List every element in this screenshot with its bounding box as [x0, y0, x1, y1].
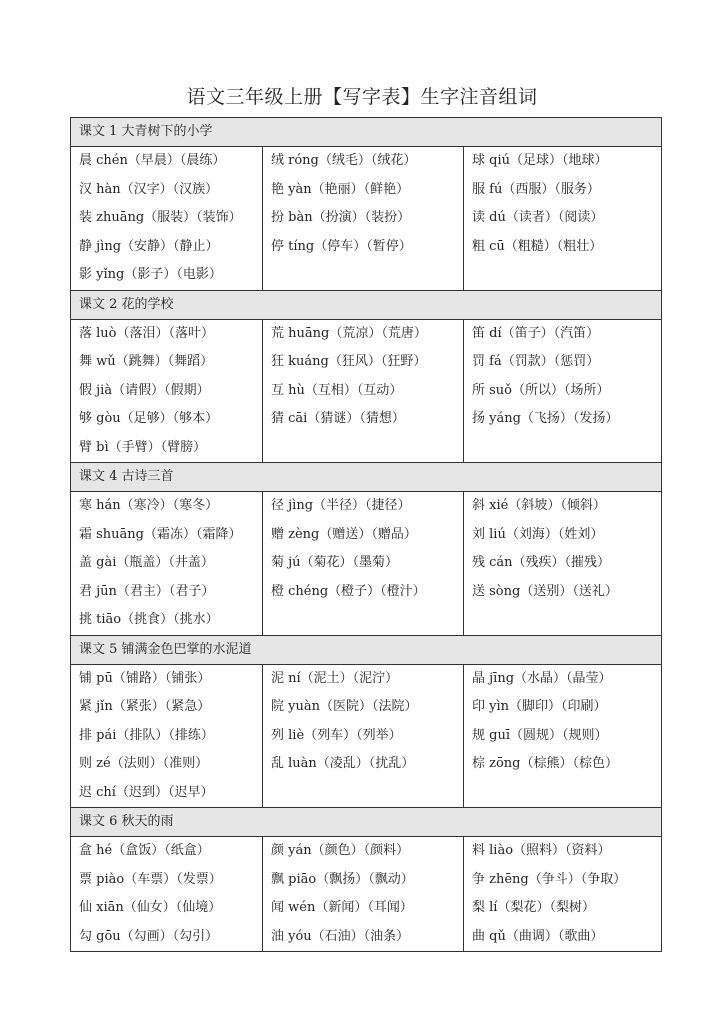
character-entry: 球 qiú（足球）（地球）: [472, 153, 608, 168]
word-column: [464, 319, 662, 463]
character-entry: 刘 liú（刘海）（姓刘）: [472, 526, 604, 542]
word-column: [71, 664, 263, 808]
section-header-row: [71, 463, 662, 492]
character-entry: 印 yìn（脚印）（印刷）: [472, 699, 607, 714]
character-entry: 径 jìng（半径）（捷径）: [271, 498, 411, 513]
character-entry: 紧 jǐn（紧张）（紧急）: [79, 699, 211, 714]
character-entry: 送 sòng（送别）（送礼）: [472, 583, 618, 599]
word-column: [71, 837, 263, 952]
word-column: [464, 837, 662, 952]
character-entry: 装 zhuāng（服装）（装饰）: [79, 210, 242, 225]
word-column: [263, 147, 464, 291]
section-content-row: [71, 492, 662, 636]
section-header-row: [71, 290, 662, 319]
character-entry: 落 luò（落泪）（落叶）: [79, 325, 214, 341]
word-column: [263, 492, 464, 636]
character-entry: 斜 xié（斜坡）（倾斜）: [472, 498, 606, 513]
section-heading: 课文 2 花的学校: [71, 290, 662, 319]
character-entry: 残 cán（残疾）（摧残）: [472, 555, 611, 570]
section-header-row: [71, 635, 662, 664]
character-entry: 君 jūn（君主）（君子）: [79, 583, 215, 599]
character-entry: 曲 qǔ（曲调）（歌曲）: [472, 928, 604, 944]
section-content-row: [71, 319, 662, 463]
character-entry: 汉 hàn（汉字）（汉族）: [79, 181, 219, 197]
character-entry: 盒 hé（盒饭）（纸盒）: [79, 843, 210, 858]
section-header-row: [71, 808, 662, 837]
character-entry: 列 liè（列车）（列举）: [271, 727, 402, 743]
character-entry: 粗 cū（粗糙）（粗壮）: [472, 238, 603, 254]
character-entry: 票 piào（车票）（发票）: [79, 871, 222, 887]
character-entry: 猜 cāi（猜谜）（猜想）: [271, 411, 405, 426]
word-column: [71, 319, 263, 463]
character-entry: 狂 kuáng（狂风）（狂野）: [271, 354, 427, 369]
character-entry: 排 pái（排队）（排练）: [79, 727, 214, 743]
character-entry: 罚 fá（罚款）（惩罚）: [472, 354, 600, 369]
section-heading: 课文 6 秋天的雨: [71, 808, 662, 837]
section-heading: 课文 1 大青树下的小学: [71, 118, 662, 147]
character-entry: 飘 piāo（飘扬）（飘动）: [271, 871, 414, 887]
character-entry: 互 hù（互相）（互动）: [271, 382, 403, 398]
section-content-row: [71, 664, 662, 808]
character-entry: 橙 chéng（橙子）（橙汁）: [271, 583, 426, 599]
character-entry: 晨 chén（早晨）（晨练）: [79, 153, 226, 168]
character-entry: 绒 róng（绒毛）（绒花）: [271, 153, 417, 168]
word-column: [71, 147, 263, 291]
character-entry: 荒 huāng（荒凉）（荒唐）: [271, 325, 427, 341]
character-entry: 梨 lí（梨花）（梨树）: [472, 900, 595, 915]
character-entry: 服 fú（西服）（服务）: [472, 181, 600, 197]
character-entry: 棕 zōng（棕熊）（棕色）: [472, 756, 619, 771]
word-column: [464, 492, 662, 636]
character-entry: 铺 pū（铺路）（铺张）: [79, 670, 211, 686]
character-entry: 读 dú（读者）（阅读）: [472, 210, 604, 225]
character-entry: 菊 jú（菊花）（墨菊）: [271, 555, 399, 570]
character-entry: 舞 wǔ（跳舞）（舞蹈）: [79, 354, 214, 369]
character-entry: 仙 xiān（仙女）（仙境）: [79, 900, 222, 915]
character-entry: 臂 bì（手臂）（臂膀）: [79, 439, 207, 455]
word-column: [71, 492, 263, 636]
character-entry: 影 yǐng（影子）（电影）: [79, 267, 222, 282]
character-entry: 霜 shuāng（霜冻）（霜降）: [79, 526, 242, 542]
character-entry: 够 gòu（足够）（够本）: [79, 411, 219, 426]
character-entry: 规 guī（圆规）（规则）: [472, 727, 608, 743]
character-entry: 料 liào（照料）（资料）: [472, 843, 611, 858]
section-content-row: [71, 147, 662, 291]
section-heading: 课文 4 古诗三首: [71, 463, 662, 492]
character-entry: 扮 bàn（扮演）（装扮）: [271, 210, 411, 225]
character-entry: 颜 yán（颜色）（颜料）: [271, 843, 410, 858]
character-entry: 勾 gōu（勾画）（勾引）: [79, 928, 219, 944]
character-entry: 静 jìng（安静）（静止）: [79, 238, 219, 254]
word-column: [263, 664, 464, 808]
character-entry: 闻 wén（新闻）（耳闻）: [271, 900, 413, 915]
character-entry: 泥 ní（泥土）（泥泞）: [271, 670, 399, 686]
character-entry: 艳 yàn（艳丽）（鲜艳）: [271, 181, 410, 197]
character-entry: 寒 hán（寒冷）（寒冬）: [79, 498, 219, 513]
character-entry: 则 zé（法则）（准则）: [79, 756, 209, 771]
character-entry: 院 yuàn（医院）（法院）: [271, 699, 418, 714]
word-column: [263, 837, 464, 952]
vocabulary-table: [70, 117, 662, 952]
section-header-row: [71, 118, 662, 147]
character-entry: 晶 jīng（水晶）（晶莹）: [472, 670, 612, 686]
word-column: [464, 664, 662, 808]
character-entry: 油 yóu（石油）（油条）: [271, 928, 410, 944]
character-entry: 赠 zèng（赠送）（赠品）: [271, 526, 417, 542]
character-entry: 所 suǒ（所以）（场所）: [472, 382, 610, 398]
word-column: [464, 147, 662, 291]
section-heading: 课文 5 铺满金色巴掌的水泥道: [71, 635, 662, 664]
character-entry: 扬 yáng（飞扬）（发扬）: [472, 411, 619, 426]
character-entry: 迟 chí（迟到）（迟早）: [79, 784, 214, 800]
character-entry: 乱 luàn（凌乱）（扰乱）: [271, 756, 415, 771]
character-entry: 停 tíng（停车）（暂停）: [271, 238, 412, 254]
section-content-row: [71, 837, 662, 952]
character-entry: 盖 gài（瓶盖）（井盖）: [79, 555, 214, 570]
character-entry: 笛 dí（笛子）（汽笛）: [472, 325, 600, 341]
page-title: 语文三年级上册【写字表】生字注音组词: [186, 86, 538, 108]
character-entry: 假 jià（请假）（假期）: [79, 382, 210, 398]
character-entry: 争 zhēng（争斗）（争取）: [472, 871, 627, 887]
character-entry: 挑 tiāo（挑食）（挑水）: [79, 612, 219, 627]
word-column: [263, 319, 464, 463]
